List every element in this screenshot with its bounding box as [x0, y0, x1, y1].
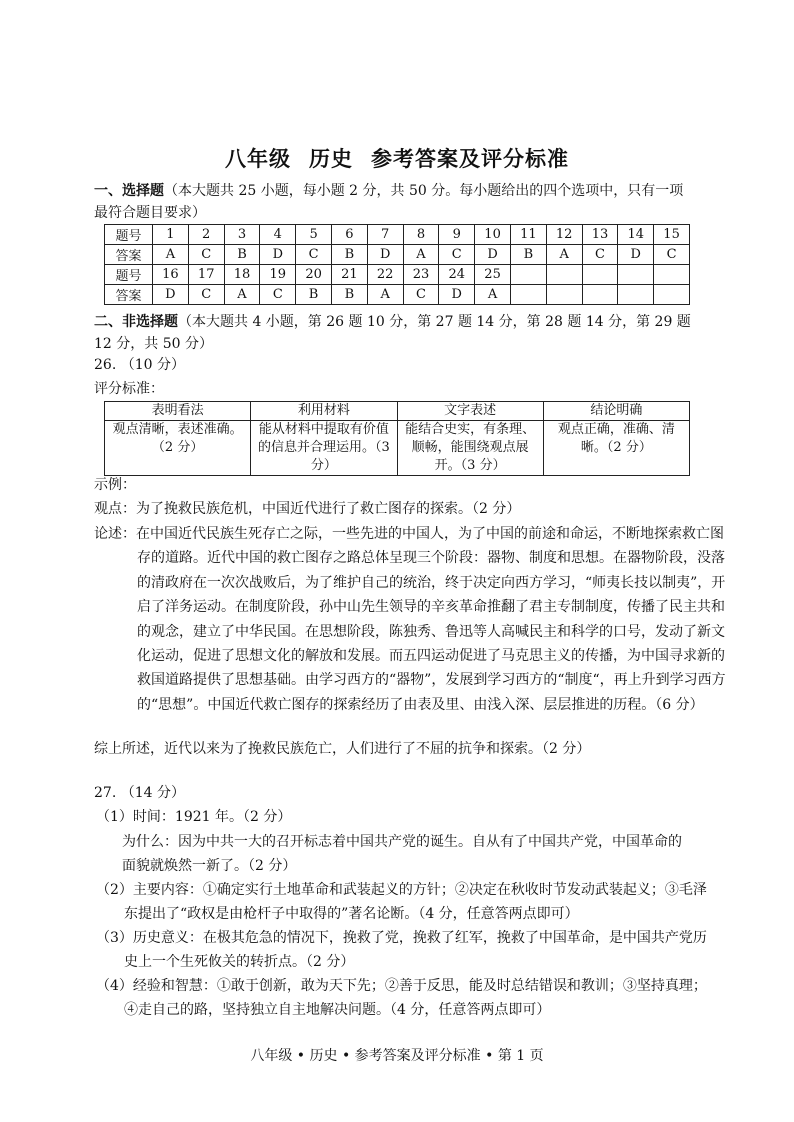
- criteria-cell: 能从材料中提取有价值的信息并合理运用。（3 分）: [251, 421, 397, 476]
- question-number-cell: 1: [153, 225, 189, 245]
- q27-item-3: （3）历史意义：在极其危急的情况下，挽救了党，挽救了红军，挽救了中国革命，是中国共产党历史上一个生死攸关的转折点。（2 分）: [96, 930, 707, 970]
- answer-cell: B: [296, 285, 332, 305]
- question-number-cell: 9: [439, 225, 475, 245]
- page-title: [0, 143, 794, 173]
- answer-cell: C: [260, 285, 296, 305]
- question-number-cell: 7: [367, 225, 403, 245]
- answer-row-label: 答案: [105, 285, 153, 305]
- question-number-cell: [654, 265, 690, 285]
- answer-row-label: 答案: [105, 245, 153, 265]
- answer-cell: C: [296, 245, 332, 265]
- question-number-cell: [546, 265, 582, 285]
- criteria-header: 表明看法: [105, 402, 251, 421]
- q26-example-label: 示例：: [94, 477, 136, 493]
- question-number-cell: 14: [618, 225, 654, 245]
- answer-cell: B: [331, 245, 367, 265]
- question-number-cell: 11: [510, 225, 546, 245]
- criteria-header: 利用材料: [251, 402, 397, 421]
- answer-cell: B: [510, 245, 546, 265]
- criteria-cell: 观点正确，准确、清晰。（2 分）: [543, 421, 689, 476]
- question-number-cell: 3: [224, 225, 260, 245]
- answer-cell: [618, 285, 654, 305]
- criteria-header: 文字表述: [397, 402, 543, 421]
- answer-cell: C: [582, 245, 618, 265]
- question-number-cell: 25: [475, 265, 511, 285]
- question-number-cell: 20: [296, 265, 332, 285]
- question-number-cell: 16: [153, 265, 189, 285]
- answer-table-row: [105, 285, 690, 305]
- q26-conclusion: 综上所述，近代以来为了挽救民族危亡，人们进行了不屈的抗争和探索。（2 分）: [94, 741, 591, 757]
- answer-cell: D: [475, 245, 511, 265]
- question-number-cell: 21: [331, 265, 367, 285]
- question-number-cell: 2: [188, 225, 224, 245]
- criteria-cell: 能结合史实，有条理、顺畅，能围绕观点展开。（3 分）: [397, 421, 543, 476]
- page-footer: 八年级 • 历史 • 参考答案及评分标准 • 第 1 页: [250, 1048, 544, 1064]
- answer-cell: A: [367, 285, 403, 305]
- q26-heading: 26. （10 分）: [94, 357, 185, 373]
- answer-cell: [510, 285, 546, 305]
- answer-cell: B: [331, 285, 367, 305]
- answer-cell: [654, 285, 690, 305]
- question-number-cell: [510, 265, 546, 285]
- title-subject: 历史: [309, 146, 353, 171]
- answer-cell: D: [439, 285, 475, 305]
- answer-cell: C: [439, 245, 475, 265]
- criteria-cell: 观点清晰，表述准确。（2 分）: [105, 421, 251, 476]
- question-number-cell: [582, 265, 618, 285]
- answer-cell: C: [188, 245, 224, 265]
- answer-table-row: [105, 265, 690, 285]
- scoring-criteria-table: [104, 401, 690, 476]
- q26-argument: 论述：在中国近代民族生死存亡之际，一些先进的中国人，为了中国的前途和命运，不断地探索救亡图存的道路。近代中国的救亡图存之路总体呈现三个阶段：器物、制度和思想。在器物阶段，没落的清政府在一次次战败后，为了维护自己的统治，终于决定向西方学习，“师夷长技以制夷”，开启了洋务运动。在制度阶段，孙中山先生领导的辛亥革命推翻了君主专制制度，传播了民主共和的观念，建立了中华民国。在思想阶段，陈独秀、鲁迅等人高喊民主和科学的口号，发动了新文化运动，促进了思想文化的解放和发展。而五四运动促进了马克思主义的传播，为中国寻求新的救国道路提供了思想基础。由学习西方的“器物”，发展到学习西方的“制度“，再上升到学习西方的“思想”。中国近代救亡图存的探索经历了由表及里、由浅入深、层层推进的历程。（6 分）: [94, 526, 726, 713]
- title-grade: 八年级: [225, 146, 291, 171]
- section-1-heading: 一、选择题: [94, 183, 164, 199]
- answer-cell: C: [188, 285, 224, 305]
- q27-item-2: （2）主要内容：①确定实行土地革命和武装起义的方针；②决定在秋收时节发动武装起义；③毛泽东提出了“政权是由枪杆子中取得的”著名论断。（4 分，任意答两点即可）: [96, 882, 707, 922]
- question-number-cell: 22: [367, 265, 403, 285]
- question-number-cell: 6: [331, 225, 367, 245]
- q27-item-1b: 为什么：因为中共一大的召开标志着中国共产党的诞生。自从有了中国共产党，中国革命的面貌就焕然一新了。（2 分）: [122, 834, 682, 874]
- question-number-cell: 13: [582, 225, 618, 245]
- section-2-intro: [94, 311, 694, 355]
- answer-cell: B: [224, 245, 260, 265]
- question-number-cell: 17: [188, 265, 224, 285]
- question-number-cell: 4: [260, 225, 296, 245]
- answer-cell: [582, 285, 618, 305]
- question-number-cell: 19: [260, 265, 296, 285]
- answer-cell: D: [260, 245, 296, 265]
- answer-row-label: 题号: [105, 265, 153, 285]
- question-number-cell: 23: [403, 265, 439, 285]
- answer-cell: A: [403, 245, 439, 265]
- question-number-cell: 12: [546, 225, 582, 245]
- title-doc: 参考答案及评分标准: [371, 146, 569, 171]
- criteria-header: 结论明确: [543, 402, 689, 421]
- answer-table-row: [105, 245, 690, 265]
- answer-cell: D: [153, 285, 189, 305]
- q27-heading: 27. （14 分）: [94, 785, 185, 801]
- answer-cell: [546, 285, 582, 305]
- question-number-cell: [618, 265, 654, 285]
- answer-cell: C: [654, 245, 690, 265]
- question-number-cell: 15: [654, 225, 690, 245]
- section-1-text: （本大题共 25 小题，每小题 2 分，共 50 分。每小题给出的四个选项中，只有一项最符合题目要求）: [94, 183, 684, 221]
- q27-item-1a: （1）时间：1921 年。（2 分）: [96, 809, 292, 825]
- answer-cell: A: [153, 245, 189, 265]
- question-number-cell: 10: [475, 225, 511, 245]
- answer-table: [104, 224, 690, 305]
- answer-cell: D: [618, 245, 654, 265]
- section-2-heading: 二、非选择题: [94, 314, 178, 330]
- question-number-cell: 5: [296, 225, 332, 245]
- section-1-intro: [94, 180, 694, 224]
- answer-row-label: 题号: [105, 225, 153, 245]
- q27-item-4: （4）经验和智慧：①敢于创新，敢为天下先；②善于反思，能及时总结错误和教训；③坚持真理；④走自己的路，坚持独立自主地解决问题。（4 分，任意答两点即可）: [96, 978, 707, 1018]
- answer-cell: A: [546, 245, 582, 265]
- section-2-text: （本大题共 4 小题，第 26 题 10 分，第 27 题 14 分，第 28 题 14 分，第 29 题 12 分，共 50 分）: [94, 314, 691, 352]
- answer-cell: A: [224, 285, 260, 305]
- question-number-cell: 8: [403, 225, 439, 245]
- question-number-cell: 24: [439, 265, 475, 285]
- q26-view: 观点：为了挽救民族危机，中国近代进行了救亡图存的探索。（2 分）: [94, 501, 521, 517]
- answer-cell: C: [403, 285, 439, 305]
- question-number-cell: 18: [224, 265, 260, 285]
- q26-criteria-label: 评分标准：: [94, 381, 164, 397]
- answer-table-row: [105, 225, 690, 245]
- answer-cell: A: [475, 285, 511, 305]
- answer-cell: D: [367, 245, 403, 265]
